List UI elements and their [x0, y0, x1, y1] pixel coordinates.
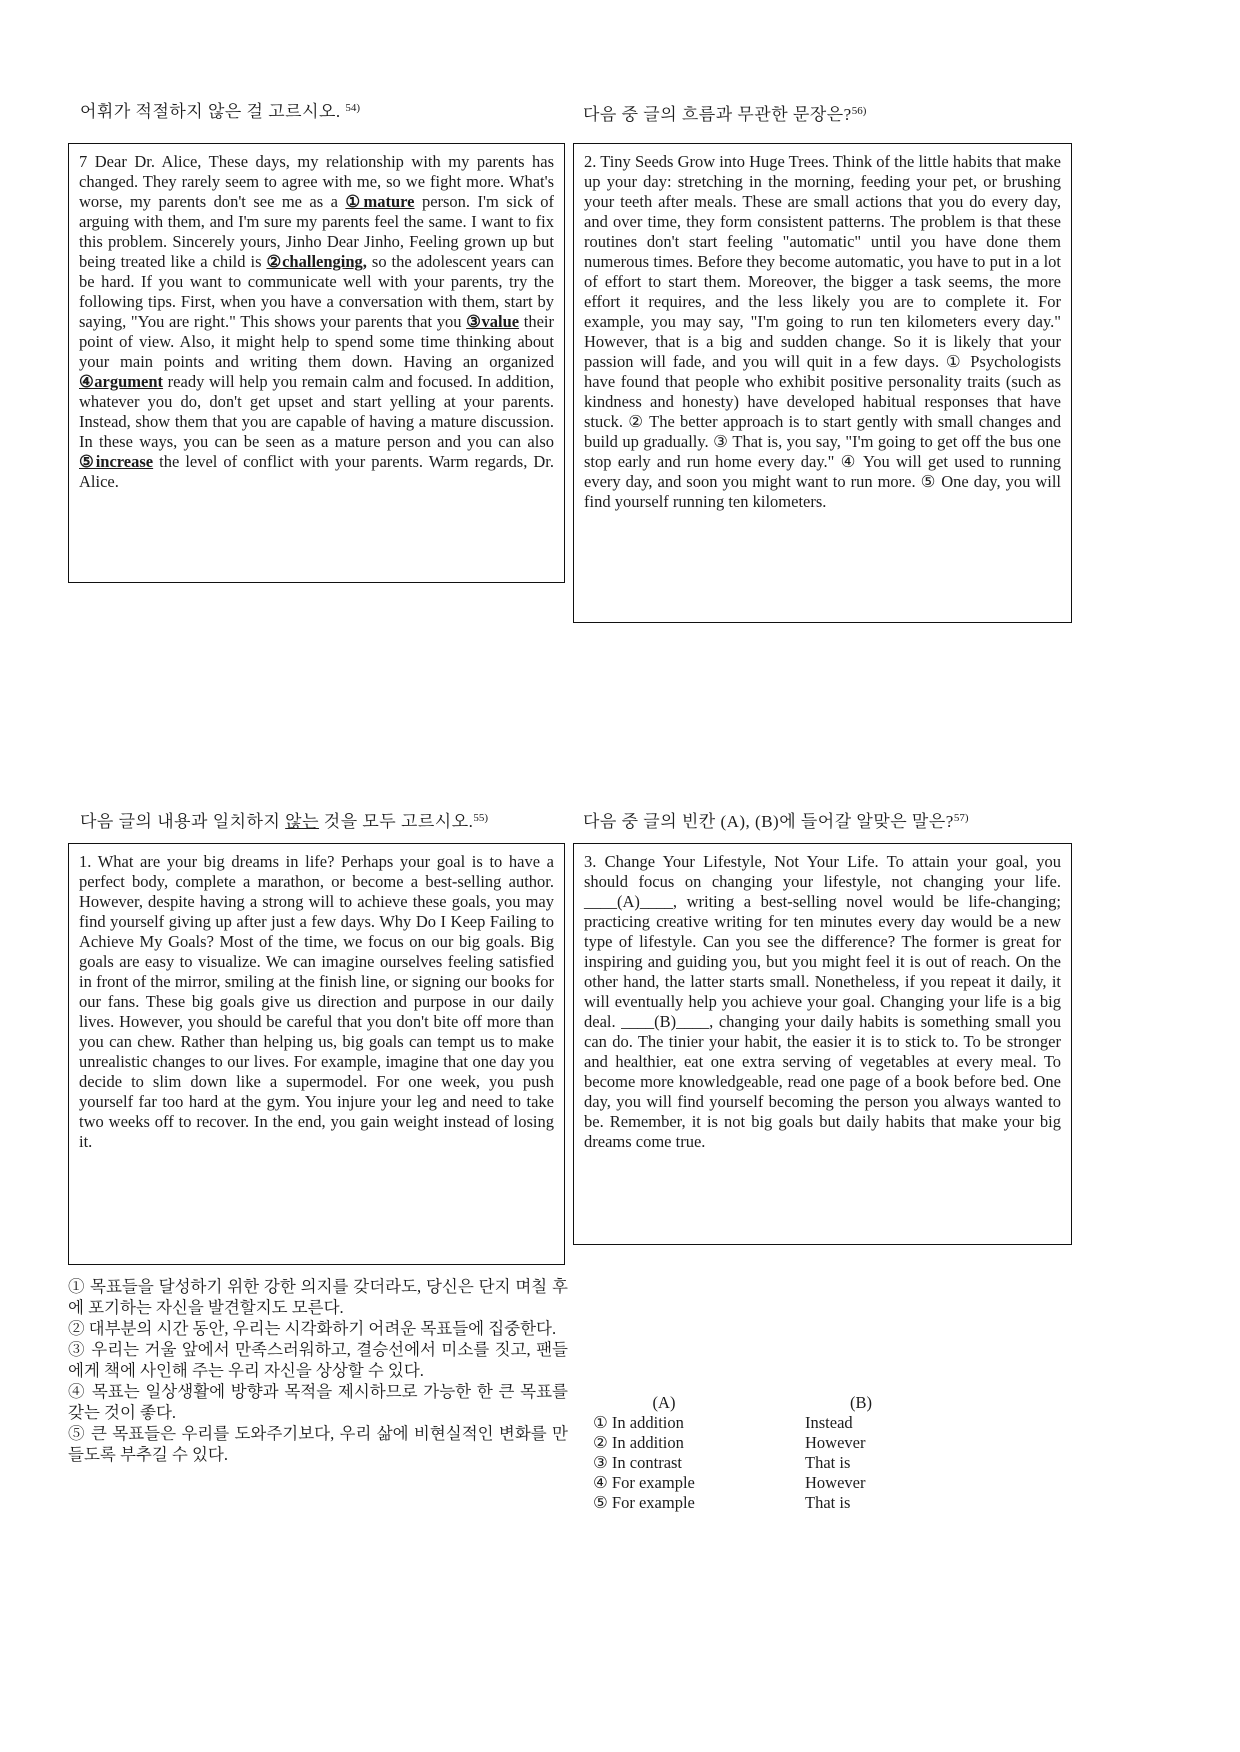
question-55-options [68, 1276, 568, 1465]
option-4-b: However [805, 1473, 866, 1492]
column-b-header: (B) [850, 1393, 872, 1412]
option-5-a: ⑤ For example [593, 1493, 695, 1512]
question-55-passage: 1. What are your big dreams in life? Perhaps your goal is to have a perfect body, complete a marathon, or become a best-selling author. However, despite having a strong will to achieve these goals, you may find yourself giving up after just a few days. Why Do I Keep Failing to Achieve My Goals? Most of the time, we focus on our big goals. Big goals are easy to visualize. We can imagine ourselves feeling satisfied in front of the mirror, smiling at the finish line, or signing our books for our fans. These big goals give us direction and purpose in our daily lives. However, you should be careful that you don't bite off more than you can chew. Rather than helping us, big goals can tempt us to make unrealistic changes to our lives. For example, imagine that one day you decide to slim down like a supermodel. For one week, you push yourself far too hard at the gym. You injure your leg and need to take two weeks off to recover. In the end, you gain weight instead of losing it. [79, 852, 554, 1151]
answer-option-5: ⑤ 큰 목표들은 우리를 도와주기보다, 우리 삶에 비현실적인 변화를 만들도록 부추길 수 있다. [68, 1424, 568, 1464]
question-54-number: 54) [345, 102, 361, 114]
question-57-number: 57) [953, 812, 969, 824]
question-56-text: 다음 중 글의 흐름과 무관한 문장은? [583, 105, 852, 124]
option-1-b: Instead [805, 1413, 853, 1432]
question-55-passage-box [68, 843, 565, 1265]
question-57-passage: 3. Change Your Lifestyle, Not Your Life. To attain your goal, you should focus on changing your lifestyle, not changing your life. ____(A)____, writing a best-selling novel would be life-changing; practicing creative writing for ten minutes every day would be a new type of lifestyle. Can you see the difference? The former is great for inspiring and guiding you, but you might feel it is out of reach. On the other hand, the latter starts small. Nonetheless, if you repeat it daily, it will eventually help you achieve your goal. Changing your life is a big deal. ____(B)____, changing your daily habits is something small you can do. The tinier your habit, the easier it is to stick to. To be stronger and healthier, eat one extra serving of vegetables at every meal. To become more knowledgeable, read one page of a book before bed. One day, you will find yourself becoming the person you always wanted to be. Remember, it is not big goals but daily habits that make your big dreams come true. [584, 852, 1061, 1151]
answer-option-1: ① 목표들을 달성하기 위한 강한 의지를 갖더라도, 당신은 단지 며칠 후에 포기하는 자신을 발견할지도 모른다. [68, 1277, 568, 1317]
question-55-number: 55) [473, 812, 489, 824]
question-57-text: 다음 중 글의 빈칸 (A), (B)에 들어갈 알맞은 말은? [583, 812, 954, 831]
question-56-passage: 2. Tiny Seeds Grow into Huge Trees. Think of the little habits that make up your day: stretching in the morning, feeding your pet, or brushing your teeth after meals. These are small actions that you do every day, and over time, they form consistent patterns. The problem is that these routines don't start feeling "automatic" until you have done them numerous times. Before they become automatic, you have to put in a lot of effort to start them. Moreover, the bigger a task seems, the more effort it requires, and the less likely you are to complete it. For example, you may say, "I'm going to run ten kilometers every day." However, that is a big and sudden change. So it is likely that your passion will fade, and you will quit in a few days. ① Psychologists have found that people who exhibit positive personality traits (such as kindness and honesty) have developed habitual responses that have stuck. ② The better approach is to start gently with small changes and build up gradually. ③ That is, you say, "I'm going to get off the bus one stop early and run home every day." ④ You will get used to running every day, and soon you might want to run more. ⑤ One day, you will find yourself running ten kilometers. [584, 152, 1061, 511]
option-5-b: That is [805, 1493, 851, 1512]
option-4-a: ④ For example [593, 1473, 695, 1492]
question-55-text: 다음 글의 내용과 일치하지 않는 것을 모두 고르시오. [80, 812, 474, 831]
question-54-text: 어휘가 적절하지 않은 걸 고르시오. [80, 102, 346, 121]
option-3-a: ③ In contrast [593, 1453, 683, 1472]
option-2-b: However [805, 1433, 866, 1452]
question-56-number: 56) [851, 105, 867, 117]
answer-option-4: ④ 목표는 일상생활에 방향과 목적을 제시하므로 가능한 한 큰 목표를 갖는 것이 좋다. [68, 1382, 568, 1422]
question-54-header [80, 97, 360, 123]
option-3-b: That is [805, 1453, 851, 1472]
question-57-passage-box [573, 843, 1072, 1245]
option-1-a: ① In addition [593, 1413, 684, 1432]
question-57-header [583, 807, 968, 833]
question-54-passage: 7 Dear Dr. Alice, These days, my relationship with my parents has changed. They rarely seem to agree with me, so we fight more. What's worse, my parents don't see me as a ①mature person. I'm sick of arguing with them, and I'm sure my parents feel the same. I want to fix this problem. Sincerely yours, Jinho Dear Jinho, Feeling grown up but being treated like a child is ②challenging, so the adolescent years can be hard. If you want to communicate well with your parents, try the following tips. First, when you have a conversation with them, start by saying, "You are right." This shows your parents that you ③value their point of view. Also, it might help to spend some time thinking about your main points and writing them down. Having an organized ④argument ready will help you remain calm and focused. In addition, whatever you do, don't get upset and start yelling at your parents. Instead, show them that you are capable of having a mature discussion. In these ways, you can be seen as a mature person and you can also ⑤increase the level of conflict with your parents. Warm regards, Dr. Alice. [79, 152, 554, 491]
question-54-passage-box [68, 143, 565, 583]
column-a-header: (A) [652, 1393, 676, 1412]
answer-option-3: ③ 우리는 거울 앞에서 만족스러워하고, 결승선에서 미소를 짓고, 팬들에게 책에 사인해 주는 우리 자신을 상상할 수 있다. [68, 1340, 568, 1380]
question-55-header [80, 807, 488, 833]
question-57-options-table [583, 1393, 927, 1513]
option-2-a: ② In addition [593, 1433, 684, 1452]
answer-option-2: ② 대부분의 시간 동안, 우리는 시각화하기 어려운 목표들에 집중한다. [68, 1319, 557, 1338]
question-56-header [583, 100, 866, 126]
question-56-passage-box [573, 143, 1072, 623]
